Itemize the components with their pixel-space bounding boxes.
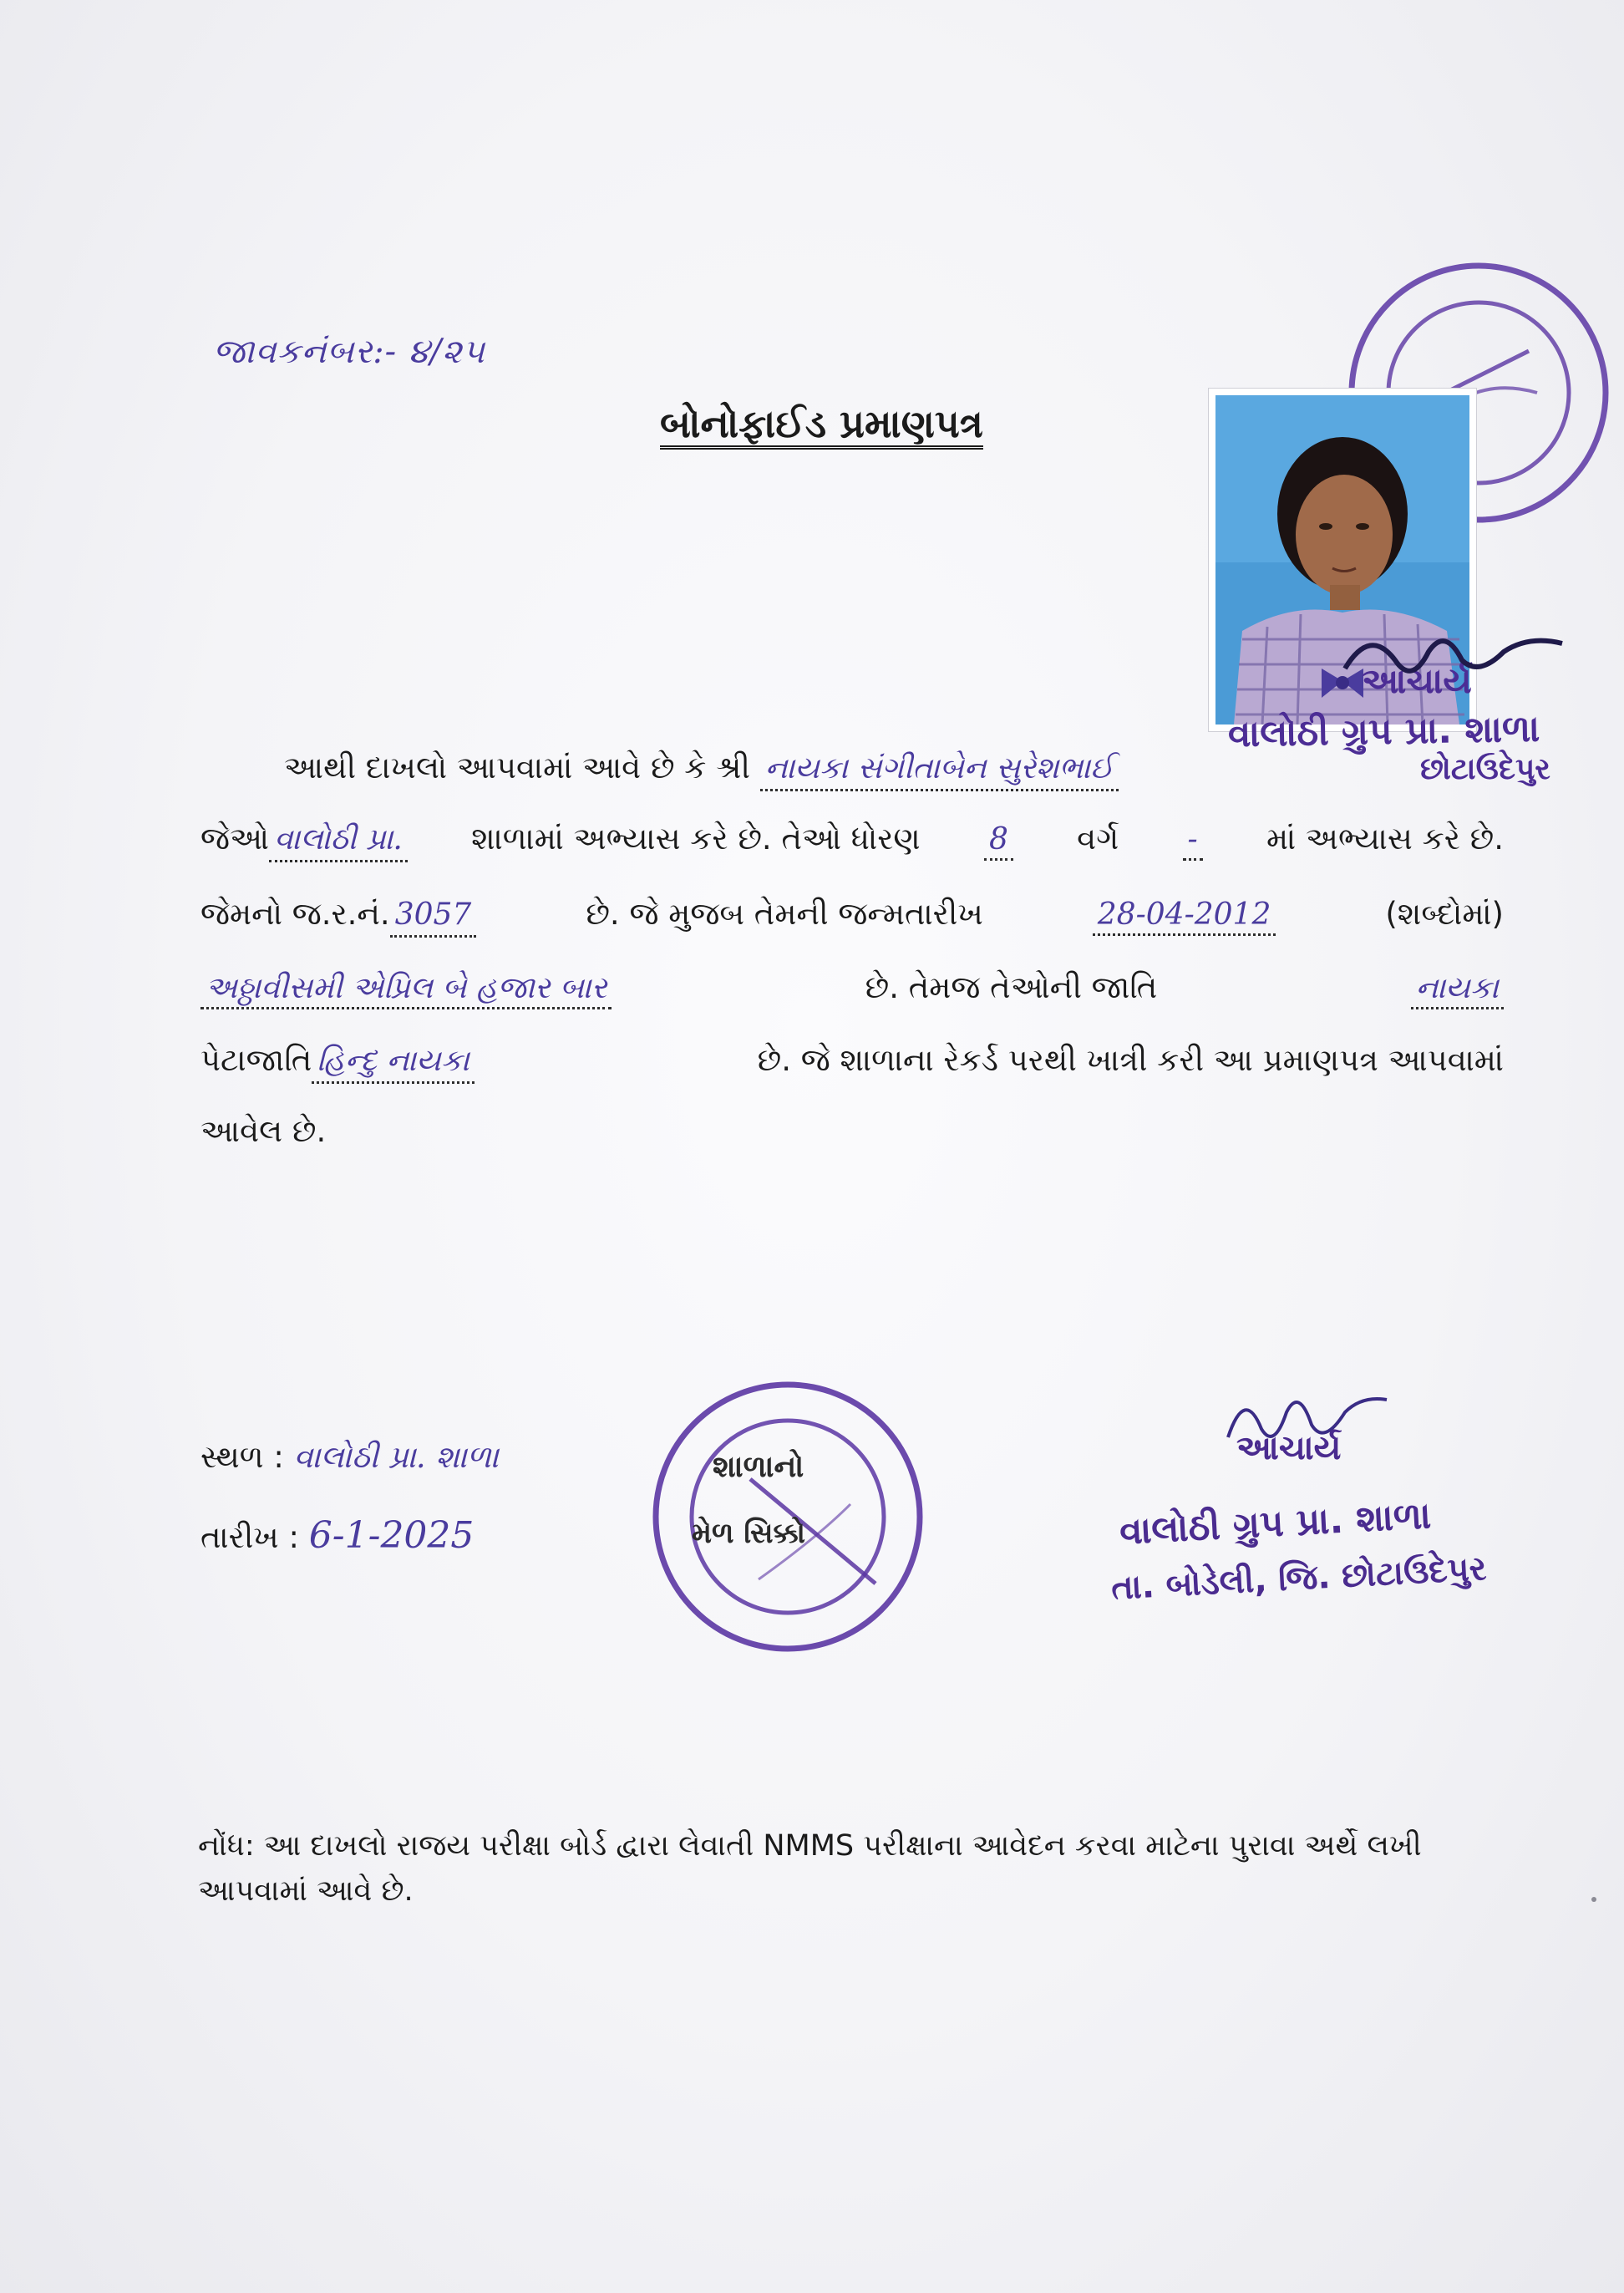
line2-mid2: વર્ગ	[1077, 821, 1119, 857]
line5-suffix: છે. જે શાળાના રેકર્ડ પરથી ખાત્રી કરી આ પ્રમાણપત્ર આપવામાં	[757, 1042, 1504, 1078]
line4-mid: છે. તેમજ તેઓની જાતિ	[865, 969, 1158, 1005]
line5-prefix: પેટાજાતિ	[200, 1042, 312, 1078]
photo-signature	[1337, 618, 1571, 694]
photo-stamp-principal: આચાર્ય	[1362, 660, 1472, 701]
body-line-1	[284, 752, 1587, 784]
place-row	[200, 1439, 499, 1476]
place-label: સ્થળ :	[200, 1439, 284, 1475]
line3-prefix: જેમનો જ.ર.નં.	[200, 896, 390, 932]
place-value: વાલોઠી પ્રા. શાળા	[293, 1439, 499, 1475]
date-row	[200, 1514, 474, 1557]
principal-address: તા. બોડેલી, જિ. છોટાઉદેપુર	[1110, 1549, 1488, 1608]
class-division-field: -	[1183, 825, 1203, 861]
student-name-field: નાયકા સંગીતાબેન સુરેશભાઈ	[760, 751, 1119, 791]
line2-suffix: માં અભ્યાસ કરે છે.	[1266, 821, 1504, 857]
line3-mid: છે. જે મુજબ તેમની જન્મતારીખ	[586, 896, 983, 932]
certificate-title: બોનોફાઈડ પ્રમાણપત્ર	[660, 401, 983, 446]
body-line-6: આવેલ છે.	[200, 1113, 327, 1149]
school-field: વાલોઠી પ્રા.	[269, 822, 408, 862]
birth-date-words-field: અઠ્ઠાવીસમી એપ્રિલ બે હજાર બાર	[200, 974, 612, 1009]
photo-stamp-school: વાલોઠી ગ્રુપ પ્રા. શાળા	[1227, 707, 1540, 756]
school-seal	[650, 1379, 926, 1655]
seal-label-line1: શાળાનો	[713, 1450, 804, 1484]
seal-label-line2: મેળ સિક્કો	[692, 1517, 806, 1550]
photo-stamp-tail: છોટાઉદેપુર	[1420, 752, 1550, 786]
standard-field: 8	[984, 825, 1013, 861]
subcaste-field: હિન્દુ નાયકા	[312, 1044, 475, 1084]
caste-field: નાયકા	[1411, 974, 1504, 1009]
body-line-3	[200, 898, 1504, 936]
line2-mid1: શાળામાં અભ્યાસ કરે છે. તેઓ ધોરણ	[471, 821, 921, 857]
birth-date-field: 28-04-2012	[1093, 900, 1276, 936]
line1-prefix: આથી દાખલો આપવામાં આવે છે કે શ્રી	[284, 750, 750, 786]
note: નોંધ: આ દાખલો રાજય પરીક્ષા બોર્ડ દ્વારા લેવાતી NMMS પરીક્ષાના આવેદન કરવા માટેના પુરાવા અર્થે લખી આપવામાં આવે છે.	[198, 1829, 1422, 1909]
date-label: તારીખ :	[200, 1519, 299, 1555]
date-value: 6-1-2025	[308, 1514, 475, 1557]
principal-school: વાલોઠી ગ્રુપ પ્રા. શાળા	[1118, 1494, 1433, 1553]
body-line-5	[200, 1042, 1504, 1078]
line2-prefix: જેઓ	[200, 821, 270, 857]
body-line-4	[200, 969, 1504, 1009]
register-number-field: 3057	[390, 897, 477, 938]
line3-suffix: (શબ્દોમાં)	[1385, 896, 1504, 932]
paper-mark	[1591, 1897, 1596, 1902]
body-line-2	[200, 823, 1504, 861]
principal-title: આચાર્ય	[1236, 1429, 1342, 1467]
outward-number: જાવકનંબર:- ૪/૨૫	[213, 333, 485, 371]
